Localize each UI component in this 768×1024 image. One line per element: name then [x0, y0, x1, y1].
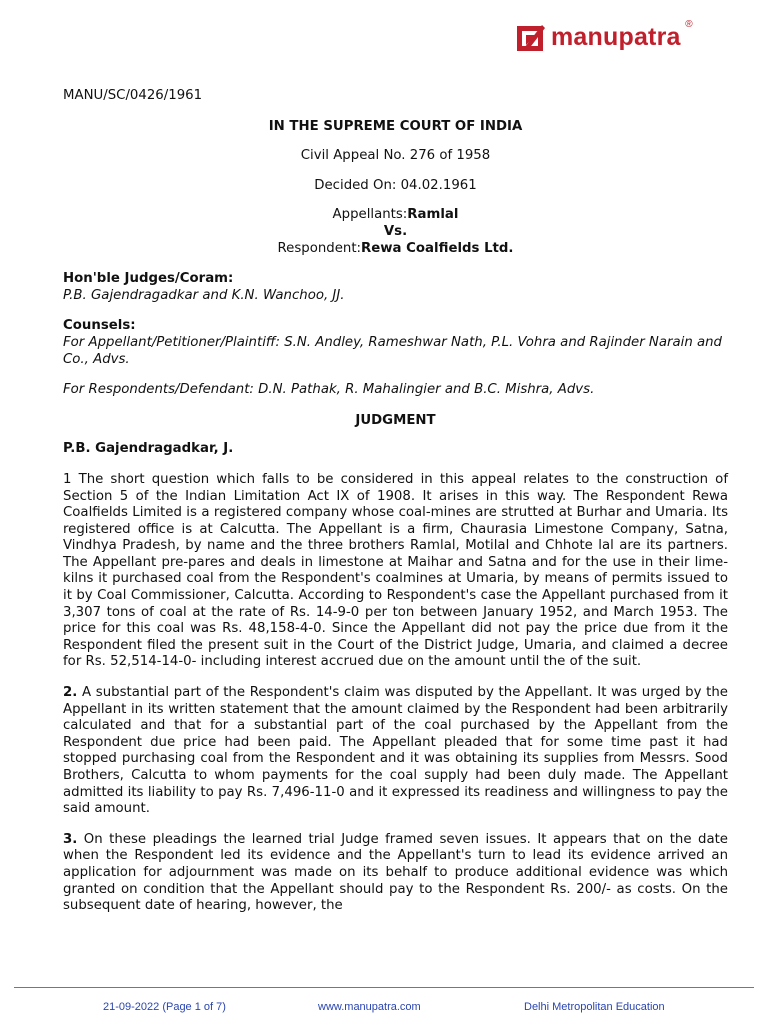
footer-date-page: 21-09-2022 (Page 1 of 7): [103, 1001, 226, 1013]
parties: [63, 207, 728, 257]
judgment-author: P.B. Gajendragadkar, J.: [63, 441, 234, 457]
appellants-label: Appellants:: [332, 207, 408, 223]
manupatra-logo: [516, 19, 693, 52]
registered-mark: ®: [685, 19, 693, 30]
case-citation: MANU/SC/0426/1961: [63, 88, 203, 103]
paragraph-number: 3.: [63, 831, 78, 847]
counsels-section: [63, 318, 728, 368]
respondent-line: [63, 241, 728, 258]
paragraph-number: 1: [63, 471, 72, 487]
counsel-respondent: For Respondents/Defendant: D.N. Pathak, R. Mahalingier and B.C. Mishra, Advs.: [63, 382, 595, 398]
decided-date: Decided On: 04.02.1961: [314, 177, 477, 193]
case-number: Civil Appeal No. 276 of 1958: [300, 148, 491, 164]
judges-heading: Hon'ble Judges/Coram:: [63, 271, 234, 287]
document-body: [63, 88, 728, 929]
paragraph-3: [63, 832, 728, 915]
judgment-heading: JUDGMENT: [355, 412, 436, 428]
judges-section: [63, 271, 728, 304]
paragraph-number: 2.: [63, 685, 78, 701]
counsel-appellant: For Appellant/Petitioner/Plaintiff: S.N. Andley, Rameshwar Nath, P.L. Vohra and Rajinder Narain and Co., Advs.: [63, 334, 722, 367]
appellants-line: [63, 207, 728, 224]
paragraph-1: [63, 472, 728, 671]
paragraph-2: [63, 685, 728, 818]
footer-website-link[interactable]: www.manupatra.com: [318, 1001, 421, 1013]
footer-divider: [14, 987, 754, 988]
paragraph-text: The short question which falls to be considered in this appeal relates to the construction of Section 5 of the Indian Limitation Act IX of 1908. It arises in this way. The Respondent Rewa Coalfields Limited is a registered company whose coal-mines are strutted at Burhar and Umaria. Its registered office is at Calcutta. The Appellant is a firm, Chaurasia Limestone Company, Satna, Vindhya Pradesh, by name and the three brothers Ramlal, Motilal and Chhote lal are its partners. The Appellant pre-pares and deals in limestone at Maihar and Satna and for the use in their lime-kilns it purchased coal from the Respondent's coalmines at Umaria, by means of permits issued to it by Coal Commissioner, Calcutta. According to Respondent's case the Appellant purchased from it 3,307 tons of coal at the rate of Rs. 14-9-0 per ton between January 1952, and March 1953. The price for this coal was Rs. 48,158-4-0. Since the Appellant did not pay the price due from it the Respondent filed the present suit in the Court of the District Judge, Umaria, and claimed a decree for Rs. 52,514-14-0- including interest accrued due on the amount until the of the suit.: [63, 471, 728, 670]
respondent-name: Rewa Coalfields Ltd.: [361, 240, 514, 256]
paragraph-text: On these pleadings the learned trial Judge framed seven issues. It appears that on the date when the Respondent led its evidence and the Appellant's turn to lead its evidence arrived an application for adjournment was made on its behalf to produce additional evidence was which granted on condition that the Appellant should pay to the Respondent Rs. 200/- as costs. On the subsequent date of hearing, however, the: [63, 831, 728, 914]
appellants-name: Ramlal: [407, 207, 459, 223]
footer-licensee: Delhi Metropolitan Education: [524, 1001, 665, 1013]
judges-names: P.B. Gajendragadkar and K.N. Wanchoo, JJ.: [63, 287, 345, 303]
paragraph-text: A substantial part of the Respondent's claim was disputed by the Appellant. It was urged by the Appellant in its written statement that the amount claimed by the Respondent had been arbitrarily calculated and that for a substantial part of the coal purchased by the Appellant from the Respondent due price had been paid. The Appellant pleaded that for some time past it had stopped purchasing coal from the Respondent and it was obtaining its supplies from Messrs. Sood Brothers, Calcutta to whom payments for the coal supply had been duly made. The Appellant admitted its liability to pay Rs. 7,496-11-0 and it expressed its readiness and willingness to pay the said amount.: [63, 685, 728, 817]
court-title: IN THE SUPREME COURT OF INDIA: [268, 118, 523, 134]
brand-name: manupatra: [551, 22, 681, 51]
respondent-label: Respondent:: [277, 240, 362, 256]
versus: Vs.: [383, 223, 408, 239]
counsels-heading: Counsels:: [63, 318, 136, 334]
manupatra-logo-icon: [516, 22, 546, 52]
